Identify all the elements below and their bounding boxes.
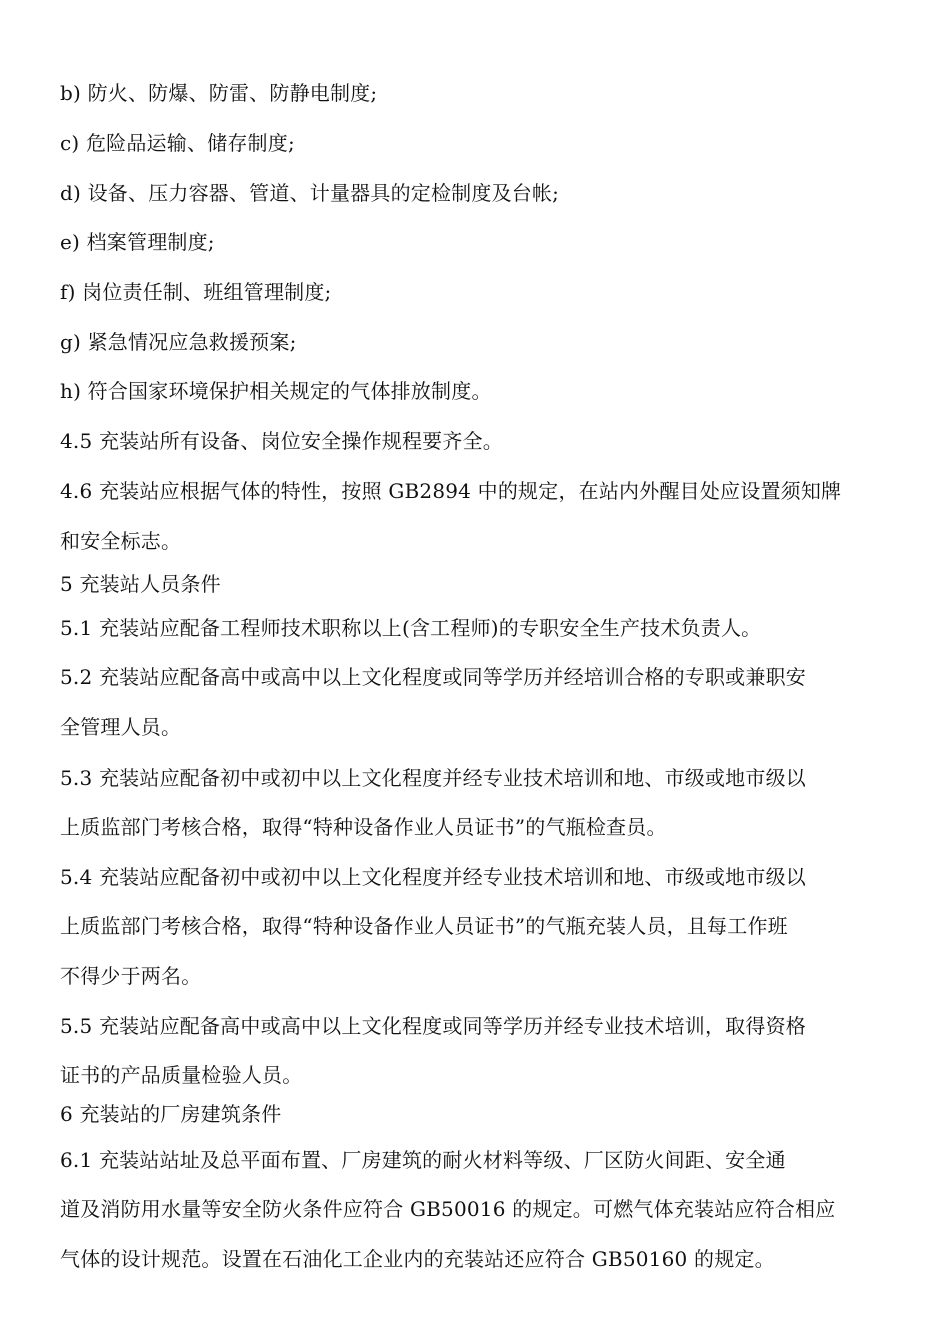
clause-5-3-line-1: 5.3 充装站应配备初中或初中以上文化程度并经专业技术培训和地、市级或地市级以 (60, 766, 806, 790)
clause-4-6-line-2: 和安全标志。 (60, 529, 182, 553)
clause-5-5-line-2: 证书的产品质量检验人员。 (60, 1063, 303, 1087)
list-item-h: h) 符合国家环境保护相关规定的气体排放制度。 (60, 379, 492, 403)
clause-5-4-line-3: 不得少于两名。 (60, 964, 202, 988)
list-item-d: d) 设备、压力容器、管道、计量器具的定检制度及台帐; (60, 181, 560, 205)
clause-5-5-line-1: 5.5 充装站应配备高中或高中以上文化程度或同等学历并经专业技术培训，取得资格 (60, 1014, 806, 1038)
clause-5-3-line-2: 上质监部门考核合格，取得“特种设备作业人员证书”的气瓶检查员。 (60, 815, 667, 839)
clause-6-1-line-1: 6.1 充装站站址及总平面布置、厂房建筑的耐火材料等级、厂区防火间距、安全通 (60, 1148, 786, 1172)
clause-6-1-line-2: 道及消防用水量等安全防火条件应符合 GB50016 的规定。可燃气体充装站应符合相应 (60, 1197, 836, 1221)
list-item-b: b) 防火、防爆、防雷、防静电制度; (60, 81, 378, 105)
clause-5-2-line-1: 5.2 充装站应配备高中或高中以上文化程度或同等学历并经培训合格的专职或兼职安 (60, 665, 806, 689)
list-item-f: f) 岗位责任制、班组管理制度; (60, 280, 332, 304)
clause-4-6-line-1: 4.6 充装站应根据气体的特性，按照 GB2894 中的规定，在站内外醒目处应设置须知牌 (60, 479, 842, 503)
clause-5-4-line-2: 上质监部门考核合格，取得“特种设备作业人员证书”的气瓶充装人员，且每工作班 (60, 914, 788, 938)
list-item-e: e) 档案管理制度; (60, 230, 215, 254)
clause-5-2-line-2: 全管理人员。 (60, 715, 182, 739)
clause-5-1: 5.1 充装站应配备工程师技术职称以上(含工程师)的专职安全生产技术负责人。 (60, 616, 762, 640)
section-heading-5: 5 充装站人员条件 (60, 572, 221, 596)
clause-6-1-line-3: 气体的设计规范。设置在石油化工企业内的充装站还应符合 GB50160 的规定。 (60, 1247, 775, 1271)
clause-4-5: 4.5 充装站所有设备、岗位安全操作规程要齐全。 (60, 429, 503, 453)
list-item-g: g) 紧急情况应急救援预案; (60, 330, 297, 354)
list-item-c: c) 危险品运输、储存制度; (60, 131, 295, 155)
clause-5-4-line-1: 5.4 充装站应配备初中或初中以上文化程度并经专业技术培训和地、市级或地市级以 (60, 865, 806, 889)
section-heading-6: 6 充装站的厂房建筑条件 (60, 1102, 282, 1126)
